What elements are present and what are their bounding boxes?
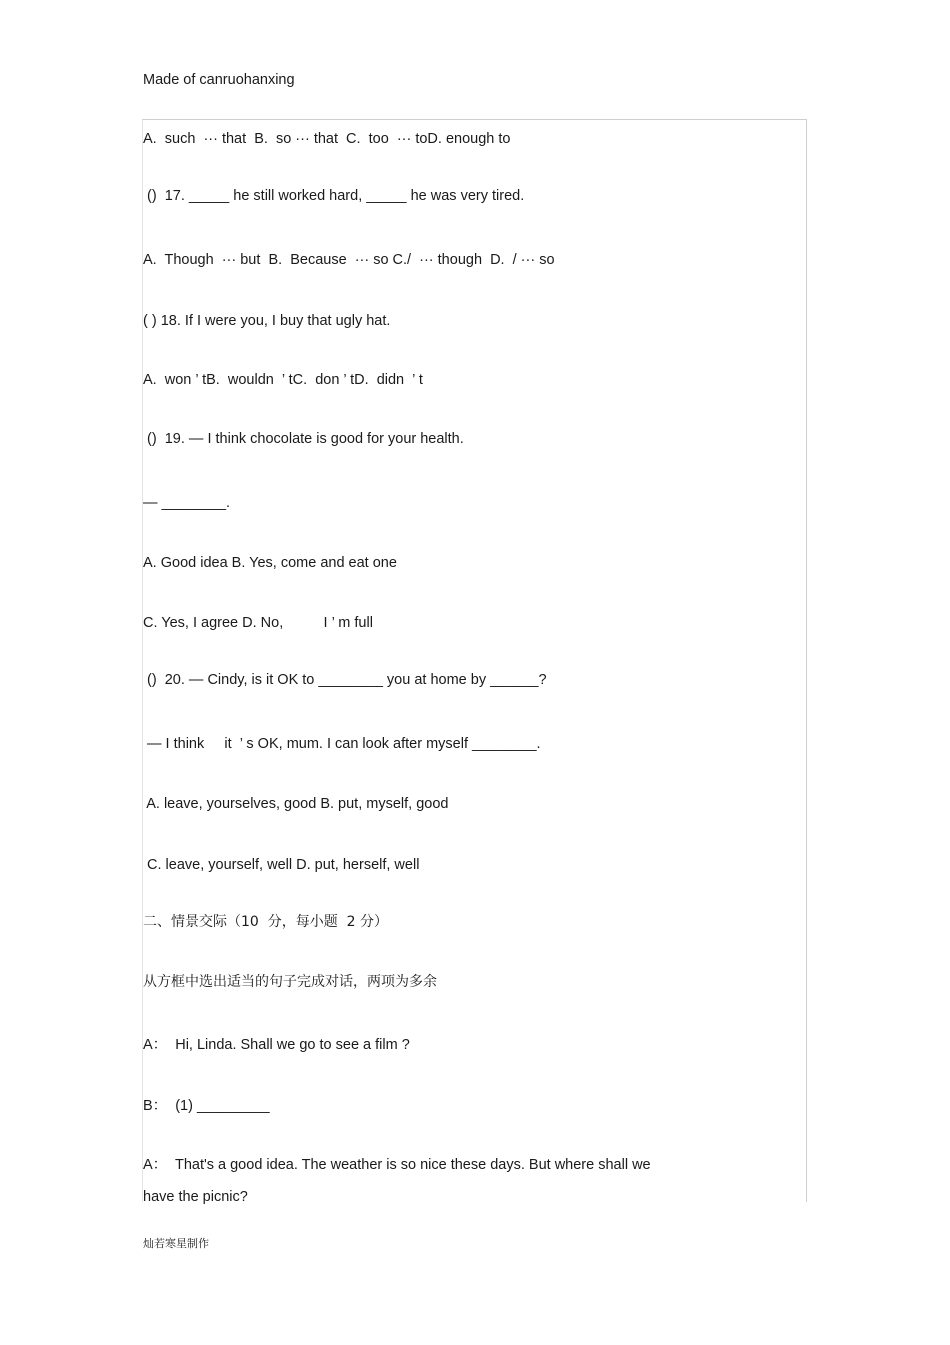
answer-line-20: — I think it ’ s OK, mum. I can look after myself ________.: [143, 736, 541, 752]
option-line-16: A. such ··· that B. so ··· that C. too ··· toD. enough to: [143, 131, 511, 147]
dialogue-line-a2: A： That's a good idea. The weather is so nice these days. But where shall we: [143, 1157, 651, 1173]
answer-blank-19: — ________.: [143, 495, 231, 511]
option-line-18: A. won ’ tB. wouldn ’ tC. don ’ tD. didn ’ t: [143, 372, 423, 388]
section-instruction: 从方框中选出适当的句子完成对话，两项为多余: [143, 974, 437, 990]
dialogue-line-a1: A： Hi, Linda. Shall we go to see a film ?: [143, 1037, 410, 1053]
page-header: Made of canruohanxing: [143, 72, 295, 88]
question-17: () 17. _____ he still worked hard, _____ he was very tired.: [143, 188, 525, 204]
dialogue-line-b1: B： (1) _________: [143, 1098, 270, 1114]
option-line-17: A. Though ··· but B. Because ··· so C./ ··· though D. / ··· so: [143, 252, 555, 268]
page-footer: 灿若寒星制作: [143, 1237, 209, 1250]
section-heading: 二、情景交际（10 分，每小题 2 分）: [143, 914, 388, 930]
option-line-20b: C. leave, yourself, well D. put, herself, well: [143, 857, 420, 873]
question-19: () 19. — I think chocolate is good for your health.: [143, 431, 464, 447]
option-line-19b: C. Yes, I agree D. No, I ’ m full: [143, 615, 373, 631]
question-18: ( ) 18. If I were you, I buy that ugly hat.: [143, 313, 391, 329]
question-20: () 20. — Cindy, is it OK to ________ you at home by ______?: [143, 672, 547, 688]
option-line-20a: A. leave, yourselves, good B. put, myself, good: [143, 796, 449, 812]
dialogue-line-a2-cont: have the picnic?: [143, 1189, 248, 1205]
option-line-19a: A. Good idea B. Yes, come and eat one: [143, 555, 397, 571]
